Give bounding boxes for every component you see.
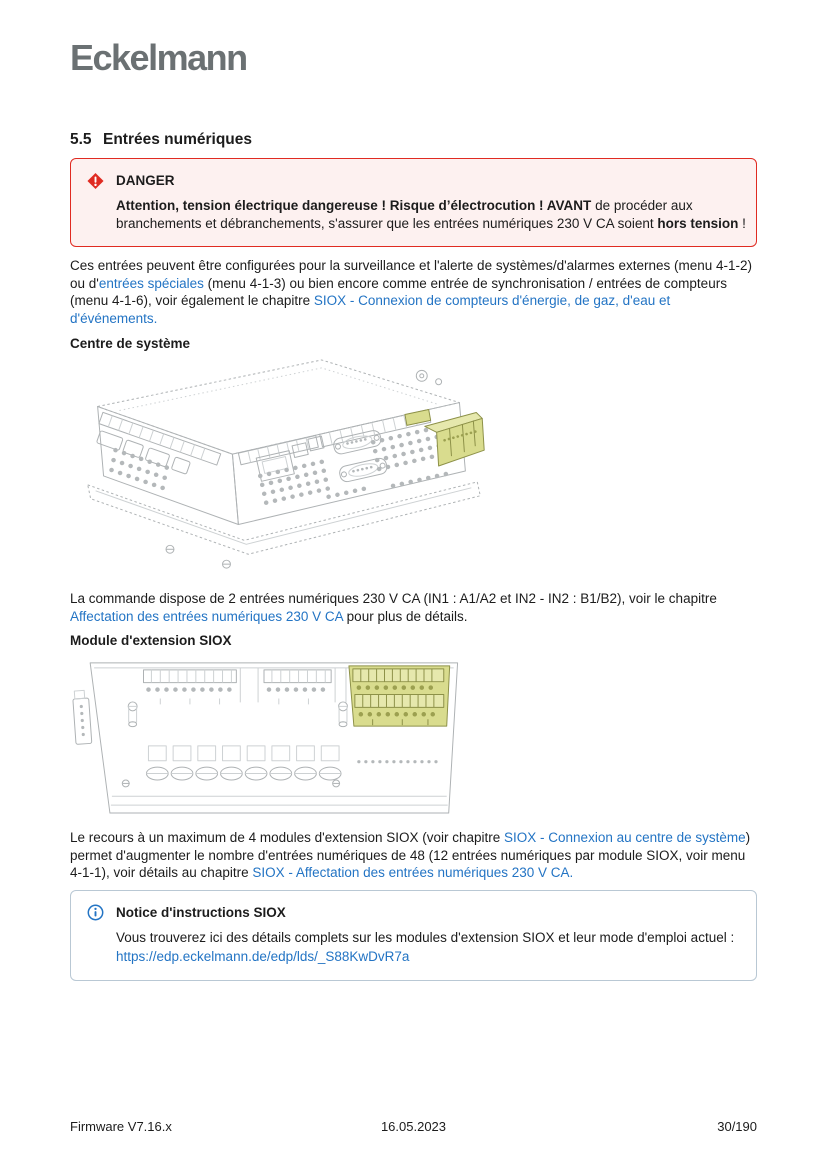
text-segment: La commande dispose de 2 entrées numériques 230 V CA (IN1 : A1/A2 et IN2 - IN2 : B1/B2), voir le chapitre — [70, 591, 717, 607]
digital-input-connector-highlight — [405, 410, 484, 467]
siox-paragraph — [70, 829, 760, 882]
page-footer — [70, 1119, 757, 1135]
figure2-caption: Module d'extension SIOX — [70, 633, 232, 649]
terminal-group-1 — [144, 670, 237, 705]
front-terminal-strip-left — [238, 436, 318, 465]
text-segment: Vous trouverez ici des détails complets sur les modules d'extension SIOX et leur mode d'emploi actuel : — [116, 929, 735, 945]
system-center-drawing — [74, 355, 489, 581]
text-link[interactable]: entrées spéciales — [98, 275, 204, 291]
text-segment: ) permet d'augmenter le nombre d'entrées numériques de 48 (12 entrées numériques par module SIOX, voir menu 4-1-1), voir détails au chapitre — [70, 829, 751, 881]
text-segment: pour plus de détails. — [342, 608, 468, 624]
text-segment: Attention, tension électrique dangereuse ! Risque d’électrocution ! AVANT — [116, 198, 592, 213]
footer-firmware-version: Firmware V7.16.x — [70, 1119, 172, 1134]
digital-input-terminals-highlight — [349, 666, 450, 726]
siox-bus-connector — [72, 690, 91, 744]
notice-url-link[interactable]: https://edp.eckelmann.de/edp/lds/_S88KwDvR7a — [116, 949, 410, 965]
text-segment: Le recours à un maximum de 4 modules d'extension SIOX (voir chapitre — [70, 829, 505, 845]
danger-title: DANGER — [116, 173, 175, 188]
section-number: 5.5 — [70, 131, 92, 148]
text-link[interactable]: Affectation des entrées numériques 230 V CA — [70, 608, 343, 624]
footer-date: 16.05.2023 — [380, 1119, 447, 1134]
terminal-group-2 — [264, 670, 331, 705]
text-link[interactable]: SIOX - Connexion de compteurs d'énergie, de gaz, d'eau et d'événements. — [70, 293, 671, 326]
section-title: Entrées numériques — [103, 131, 253, 148]
text-segment: de procéder aux branchements et débranchements, s'assurer que les entrées numériques 230 V CA soient — [116, 198, 693, 231]
notice-title: Notice d'instructions SIOX — [116, 904, 286, 920]
text-segment: ! — [738, 215, 746, 231]
notice-text — [116, 929, 746, 947]
relay-components — [146, 746, 341, 780]
notice-admonition — [70, 890, 757, 981]
section-heading — [70, 130, 760, 149]
text-segment: (menu 4-1-3) ou bien encore comme entrée de synchronisation / entrées de compteurs (menu 4-1-6), voir également le chapitre — [70, 275, 727, 309]
company-logo: Eckelmann — [70, 37, 247, 78]
figure1-caption: Centre de système — [70, 335, 191, 351]
info-circle-icon — [87, 904, 104, 921]
standoffs — [122, 702, 347, 787]
intro-paragraph — [70, 257, 760, 327]
danger-icon — [87, 172, 104, 189]
notice-header — [87, 904, 740, 921]
danger-header — [87, 172, 740, 189]
system-center-illustration — [74, 355, 760, 586]
info-icon — [87, 904, 104, 921]
footer-page-number: 30/190 — [717, 1119, 757, 1134]
siox-module-drawing — [64, 657, 464, 817]
left-face-connectors — [93, 413, 221, 483]
system-center-paragraph — [70, 590, 760, 625]
text-link[interactable]: SIOX - Affectation des entrées numériques 230 V CA. — [252, 865, 574, 881]
text-segment: Ces entrées peuvent être configurées pour la surveillance et l'alerte de systèmes/d'alarmes externes (menu 4-1-2) ou d' — [70, 258, 752, 291]
danger-text — [116, 197, 746, 232]
danger-admonition — [70, 158, 757, 247]
text-segment: hors tension — [657, 215, 739, 231]
danger-diamond-icon — [87, 172, 104, 190]
siox-module-illustration — [64, 657, 760, 822]
text-link[interactable]: SIOX - Connexion au centre de système — [504, 829, 746, 845]
